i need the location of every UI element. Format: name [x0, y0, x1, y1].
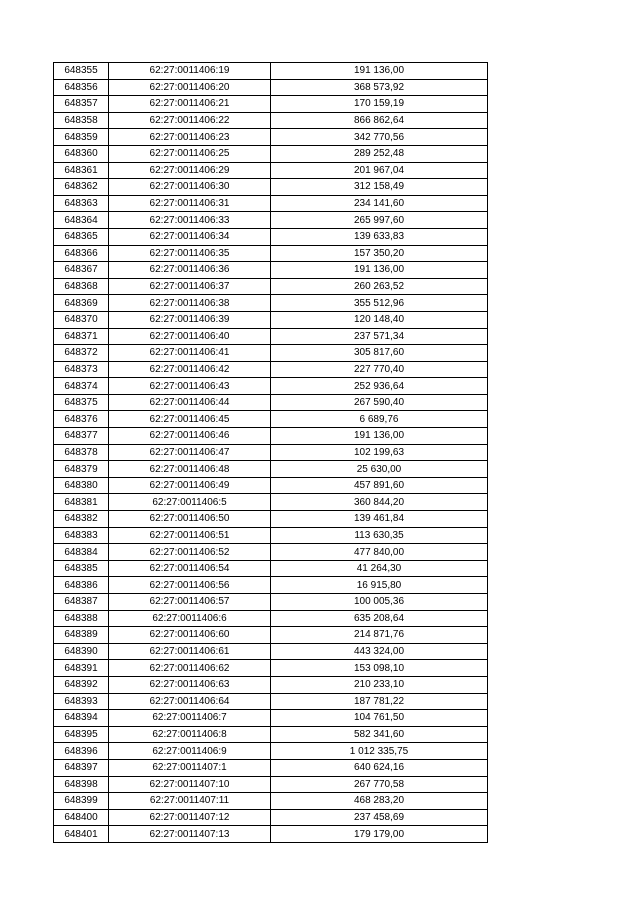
cadastral-number-cell: 62:27:0011406:36 [109, 262, 271, 279]
table-row [54, 428, 488, 445]
table-row [54, 560, 488, 577]
cadastral-number-cell: 62:27:0011406:38 [109, 295, 271, 312]
cadastral-number-cell: 62:27:0011406:54 [109, 560, 271, 577]
value-cell: 443 324,00 [271, 643, 488, 660]
record-id-cell: 648383 [54, 527, 109, 544]
record-id-cell: 648373 [54, 361, 109, 378]
value-cell: 265 997,60 [271, 212, 488, 229]
value-cell: 368 573,92 [271, 79, 488, 96]
table-row [54, 63, 488, 80]
cadastral-number-cell: 62:27:0011406:61 [109, 643, 271, 660]
table-row [54, 311, 488, 328]
value-cell: 179 179,00 [271, 826, 488, 843]
value-cell: 113 630,35 [271, 527, 488, 544]
record-id-cell: 648397 [54, 759, 109, 776]
value-cell: 267 770,58 [271, 776, 488, 793]
cadastral-number-cell: 62:27:0011406:57 [109, 594, 271, 611]
table-row [54, 826, 488, 843]
value-cell: 153 098,10 [271, 660, 488, 677]
table-row [54, 129, 488, 146]
table-row [54, 212, 488, 229]
table-row [54, 511, 488, 528]
value-cell: 305 817,60 [271, 345, 488, 362]
table-row [54, 145, 488, 162]
value-cell: 191 136,00 [271, 262, 488, 279]
cadastral-number-cell: 62:27:0011406:49 [109, 477, 271, 494]
table-row [54, 544, 488, 561]
value-cell: 640 624,16 [271, 759, 488, 776]
record-id-cell: 648401 [54, 826, 109, 843]
cadastral-number-cell: 62:27:0011407:10 [109, 776, 271, 793]
value-cell: 355 512,96 [271, 295, 488, 312]
cadastral-number-cell: 62:27:0011406:21 [109, 96, 271, 113]
cadastral-number-cell: 62:27:0011406:20 [109, 79, 271, 96]
value-cell: 102 199,63 [271, 444, 488, 461]
table-row [54, 394, 488, 411]
cadastral-number-cell: 62:27:0011406:62 [109, 660, 271, 677]
record-id-cell: 648366 [54, 245, 109, 262]
value-cell: 457 891,60 [271, 477, 488, 494]
table-row [54, 378, 488, 395]
value-cell: 1 012 335,75 [271, 743, 488, 760]
cadastral-number-cell: 62:27:0011406:41 [109, 345, 271, 362]
record-id-cell: 648377 [54, 428, 109, 445]
table-row [54, 643, 488, 660]
record-id-cell: 648396 [54, 743, 109, 760]
cadastral-number-cell: 62:27:0011406:40 [109, 328, 271, 345]
value-cell: 157 350,20 [271, 245, 488, 262]
record-id-cell: 648360 [54, 145, 109, 162]
table-row [54, 444, 488, 461]
value-cell: 267 590,40 [271, 394, 488, 411]
record-id-cell: 648394 [54, 710, 109, 727]
record-id-cell: 648370 [54, 311, 109, 328]
record-id-cell: 648365 [54, 228, 109, 245]
cadastral-number-cell: 62:27:0011406:50 [109, 511, 271, 528]
table-row [54, 361, 488, 378]
cadastral-number-cell: 62:27:0011406:6 [109, 610, 271, 627]
record-id-cell: 648389 [54, 627, 109, 644]
value-cell: 191 136,00 [271, 428, 488, 445]
cadastral-number-cell: 62:27:0011406:43 [109, 378, 271, 395]
table-row [54, 245, 488, 262]
table-row [54, 759, 488, 776]
record-id-cell: 648387 [54, 594, 109, 611]
data-table [53, 62, 488, 843]
table-row [54, 693, 488, 710]
record-id-cell: 648363 [54, 195, 109, 212]
table-row [54, 461, 488, 478]
value-cell: 25 630,00 [271, 461, 488, 478]
record-id-cell: 648378 [54, 444, 109, 461]
table-body [54, 63, 488, 843]
table-row [54, 743, 488, 760]
cadastral-number-cell: 62:27:0011406:9 [109, 743, 271, 760]
value-cell: 104 761,50 [271, 710, 488, 727]
record-id-cell: 648395 [54, 726, 109, 743]
value-cell: 201 967,04 [271, 162, 488, 179]
cadastral-number-cell: 62:27:0011406:5 [109, 494, 271, 511]
record-id-cell: 648392 [54, 676, 109, 693]
cadastral-number-cell: 62:27:0011407:1 [109, 759, 271, 776]
record-id-cell: 648368 [54, 278, 109, 295]
record-id-cell: 648367 [54, 262, 109, 279]
value-cell: 120 148,40 [271, 311, 488, 328]
table-row [54, 295, 488, 312]
cadastral-number-cell: 62:27:0011407:11 [109, 793, 271, 810]
cadastral-number-cell: 62:27:0011406:45 [109, 411, 271, 428]
table-row [54, 195, 488, 212]
cadastral-number-cell: 62:27:0011406:39 [109, 311, 271, 328]
value-cell: 582 341,60 [271, 726, 488, 743]
cadastral-number-cell: 62:27:0011406:44 [109, 394, 271, 411]
table-row [54, 627, 488, 644]
record-id-cell: 648374 [54, 378, 109, 395]
value-cell: 100 005,36 [271, 594, 488, 611]
table-row [54, 809, 488, 826]
table-row [54, 776, 488, 793]
table-row [54, 162, 488, 179]
table-row [54, 345, 488, 362]
cadastral-number-cell: 62:27:0011406:46 [109, 428, 271, 445]
table-row [54, 494, 488, 511]
cadastral-number-cell: 62:27:0011406:64 [109, 693, 271, 710]
value-cell: 342 770,56 [271, 129, 488, 146]
table-row [54, 328, 488, 345]
value-cell: 214 871,76 [271, 627, 488, 644]
cadastral-number-cell: 62:27:0011406:63 [109, 676, 271, 693]
cadastral-number-cell: 62:27:0011407:12 [109, 809, 271, 826]
record-id-cell: 648380 [54, 477, 109, 494]
table-row [54, 676, 488, 693]
record-id-cell: 648384 [54, 544, 109, 561]
cadastral-number-cell: 62:27:0011407:13 [109, 826, 271, 843]
cadastral-number-cell: 62:27:0011406:30 [109, 179, 271, 196]
cadastral-number-cell: 62:27:0011406:29 [109, 162, 271, 179]
cadastral-number-cell: 62:27:0011406:60 [109, 627, 271, 644]
record-id-cell: 648400 [54, 809, 109, 826]
cadastral-number-cell: 62:27:0011406:47 [109, 444, 271, 461]
value-cell: 260 263,52 [271, 278, 488, 295]
record-id-cell: 648393 [54, 693, 109, 710]
cadastral-number-cell: 62:27:0011406:56 [109, 577, 271, 594]
cadastral-number-cell: 62:27:0011406:52 [109, 544, 271, 561]
cadastral-number-cell: 62:27:0011406:8 [109, 726, 271, 743]
value-cell: 210 233,10 [271, 676, 488, 693]
record-id-cell: 648390 [54, 643, 109, 660]
value-cell: 866 862,64 [271, 112, 488, 129]
record-id-cell: 648372 [54, 345, 109, 362]
record-id-cell: 648382 [54, 511, 109, 528]
cadastral-number-cell: 62:27:0011406:37 [109, 278, 271, 295]
record-id-cell: 648391 [54, 660, 109, 677]
value-cell: 468 283,20 [271, 793, 488, 810]
cadastral-number-cell: 62:27:0011406:51 [109, 527, 271, 544]
cadastral-number-cell: 62:27:0011406:19 [109, 63, 271, 80]
value-cell: 170 159,19 [271, 96, 488, 113]
cadastral-number-cell: 62:27:0011406:33 [109, 212, 271, 229]
cadastral-number-cell: 62:27:0011406:35 [109, 245, 271, 262]
table-row [54, 278, 488, 295]
value-cell: 252 936,64 [271, 378, 488, 395]
value-cell: 6 689,76 [271, 411, 488, 428]
record-id-cell: 648399 [54, 793, 109, 810]
value-cell: 139 633,83 [271, 228, 488, 245]
value-cell: 41 264,30 [271, 560, 488, 577]
record-id-cell: 648355 [54, 63, 109, 80]
record-id-cell: 648356 [54, 79, 109, 96]
value-cell: 237 458,69 [271, 809, 488, 826]
record-id-cell: 648381 [54, 494, 109, 511]
table-row [54, 112, 488, 129]
table-row [54, 610, 488, 627]
cadastral-number-cell: 62:27:0011406:23 [109, 129, 271, 146]
cadastral-number-cell: 62:27:0011406:48 [109, 461, 271, 478]
table-row [54, 527, 488, 544]
record-id-cell: 648376 [54, 411, 109, 428]
cadastral-number-cell: 62:27:0011406:7 [109, 710, 271, 727]
value-cell: 635 208,64 [271, 610, 488, 627]
value-cell: 234 141,60 [271, 195, 488, 212]
value-cell: 360 844,20 [271, 494, 488, 511]
table-row [54, 477, 488, 494]
record-id-cell: 648379 [54, 461, 109, 478]
cadastral-number-cell: 62:27:0011406:22 [109, 112, 271, 129]
table-row [54, 793, 488, 810]
table-row [54, 577, 488, 594]
cadastral-number-cell: 62:27:0011406:31 [109, 195, 271, 212]
cadastral-number-cell: 62:27:0011406:25 [109, 145, 271, 162]
value-cell: 237 571,34 [271, 328, 488, 345]
value-cell: 187 781,22 [271, 693, 488, 710]
table-row [54, 710, 488, 727]
value-cell: 16 915,80 [271, 577, 488, 594]
value-cell: 139 461,84 [271, 511, 488, 528]
record-id-cell: 648388 [54, 610, 109, 627]
value-cell: 477 840,00 [271, 544, 488, 561]
record-id-cell: 648362 [54, 179, 109, 196]
table-row [54, 228, 488, 245]
record-id-cell: 648398 [54, 776, 109, 793]
table-row [54, 660, 488, 677]
value-cell: 191 136,00 [271, 63, 488, 80]
record-id-cell: 648371 [54, 328, 109, 345]
record-id-cell: 648385 [54, 560, 109, 577]
value-cell: 312 158,49 [271, 179, 488, 196]
record-id-cell: 648357 [54, 96, 109, 113]
table-row [54, 96, 488, 113]
record-id-cell: 648364 [54, 212, 109, 229]
record-id-cell: 648358 [54, 112, 109, 129]
value-cell: 289 252,48 [271, 145, 488, 162]
record-id-cell: 648369 [54, 295, 109, 312]
record-id-cell: 648361 [54, 162, 109, 179]
value-cell: 227 770,40 [271, 361, 488, 378]
table-row [54, 262, 488, 279]
table-row [54, 179, 488, 196]
cadastral-number-cell: 62:27:0011406:34 [109, 228, 271, 245]
table-row [54, 594, 488, 611]
record-id-cell: 648359 [54, 129, 109, 146]
table-row [54, 411, 488, 428]
cadastral-number-cell: 62:27:0011406:42 [109, 361, 271, 378]
table-row [54, 79, 488, 96]
table-row [54, 726, 488, 743]
record-id-cell: 648386 [54, 577, 109, 594]
record-id-cell: 648375 [54, 394, 109, 411]
